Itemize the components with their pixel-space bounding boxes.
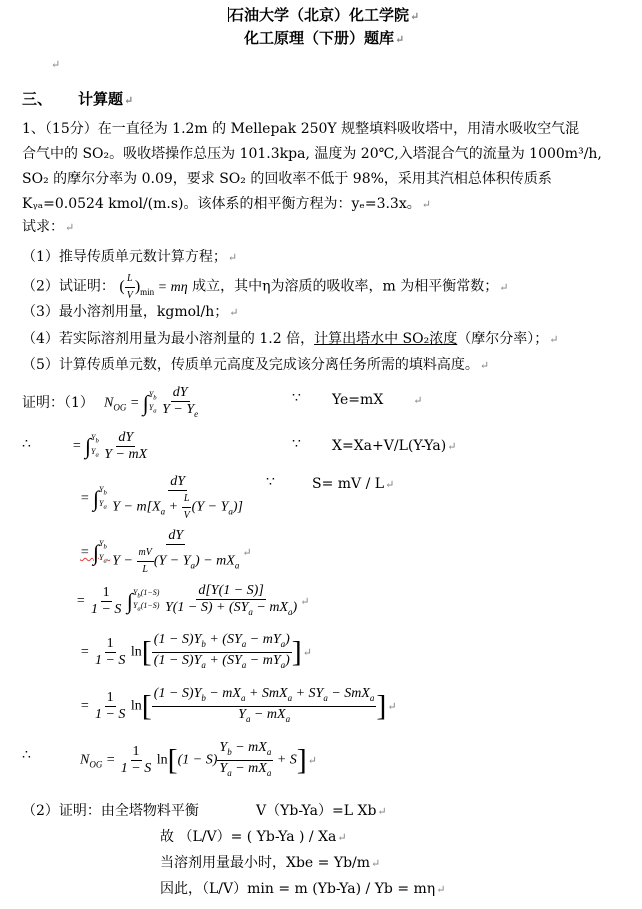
therefore-2: ∴ [22,747,31,763]
question-3: （3）最小溶剂用量，kgmol/h；↵ [22,304,239,320]
because-2: ∵ [292,436,301,452]
eq-step-6: = $\frac{1}{1 - S}$ ln[ $\frac{(1 - S)Y_b - mX_a + SmX_a + SY_a - SmX_a}{Y_a - mX_a}$ ]↵ [80,686,397,724]
eq-step-4: = $\frac{1}{1 - S}$ $\int Y_b(1-S)$ $Y_a(1-S)$ $\frac{d[Y(1 - S)]}{Y(1 - S) + (SY_a - mX_a)}$ ↵ [76,583,310,617]
therefore-1: ∴ [22,436,31,452]
eq-nog-result: $N_{OG}$ = $\frac{1}{1 - S}$ ln[(1 − S) $\frac{Y_b - mX_a}{Y_a - mX_a}$ + S]↵ [80,740,317,778]
paragraph-mark: ↵ [51,58,61,71]
eq-step-5: = $\frac{1}{1 - S}$ ln[ $\frac{(1 - S)Y_b + (SY_a - mY_a)}{(1 - S)Y_a + (SY_a - mY_a)}$ ]↵ [80,632,312,670]
q2-formula: ( $\frac{L}{V}$ )$_{min} = m\eta$ [119,273,188,301]
section-heading: 三、 计算题↵ [22,90,134,108]
condition-3: S= mV / L↵ [312,476,395,492]
proof-line-gu: 故 （L/V）= ( Yb-Ya ) / Xa↵ [160,829,347,845]
condition-2: X=Xa+V/L(Y-Ya)↵ [332,438,457,454]
eq-nog-def: $N_{OG} = \int Y_b$ $Y_a$ $\frac{dY}{Y - Y_e}$ [104,385,199,419]
school-title: 石油大学（北京）化工学院↵ [229,6,420,24]
proof-label: 证明：（1） [22,395,94,411]
proof-line-min: 当溶剂用量最小时，Xbe = Yb/m↵ [160,855,381,871]
problem-statement: 1、（15分）在一直径为 1.2m 的 Mellepak 250Y 规整填料吸收塔中，用清水吸收空气混 合气中的 SO₂。吸收塔操作总压为 101.3kpa, 温度为 20℃,入塔混合气的流量为 1000m³/h, SO₂ 的摩尔分率为 0.09，要求 SO₂ 的回收率不低于 98%，采用其汽相总体积传质系 Kᵧₐ=0.0524 kmol/(m.s)。该体系的相平衡方程为：yₑ=3.3x。↵ 试求：↵ [22,121,602,235]
question-5: （5）计算传质单元数，传质单元高度及完成该分离任务所需的填料高度。↵ [22,357,490,373]
proof-part2-label: （2）证明：由全塔物料平衡 [22,803,199,819]
eq-step-3: = $\int Y_b$ $Y_a$ dY Y − $\frac{mV}{L}$ $(Y - Y_a) - mX_a$ ↵ [80,528,252,575]
because-1: ∵ [292,390,301,406]
proof-part2-eq: V（Yb-Ya）=L Xb↵ [256,803,387,819]
course-title: 化工原理（下册）题库↵ [244,29,405,47]
question-4: （4）若实际溶剂用量为最小溶剂量的 1.2 倍，计算出塔水中 SO₂浓度（摩尔分率）；↵ [22,331,559,347]
proof-line-final: 因此，（L/V）min = m (Yb-Ya) / Yb = mη↵ [160,881,446,897]
condition-1: Ye=mX ↵ [332,392,423,408]
question-2: （2）试证明： ( $\frac{L}{V}$ )$_{min} = m\eta$ 成立，其中η为溶质的吸收率，m 为相平衡常数；↵ [22,273,509,301]
question-1: （1）推导传质单元数计算方程；↵ [22,249,238,265]
eq-step-1: = $\int Y_b$ $Y_a$ $\frac{dY}{Y - mX}$ [72,430,148,462]
eq-step-2: = $\int Y_b$ $Y_a$ dY $Y - m[X_a$ + $\frac{L}{V}$ $(Y - Y_a)$] [80,474,243,521]
because-3: ∵ [266,474,275,490]
